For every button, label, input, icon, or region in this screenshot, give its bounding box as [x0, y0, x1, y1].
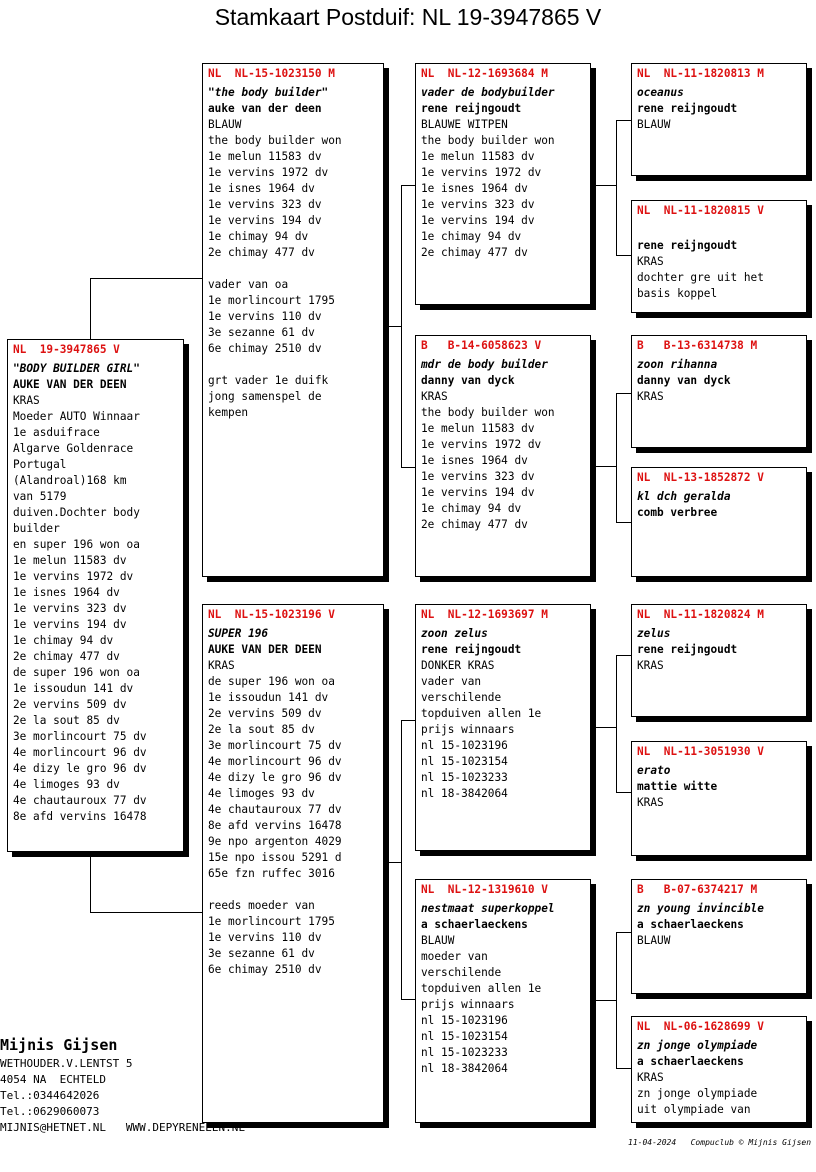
pigeon-name: vader de bodybuilder — [421, 86, 555, 99]
info-line: zn jonge olympiade — [637, 1087, 758, 1100]
info-line: 1e chimay 94 dv — [13, 634, 114, 647]
info-line: moeder van — [421, 950, 488, 963]
pigeon-name: zoon zelus — [421, 627, 488, 640]
info-line: the body builder won — [421, 134, 555, 147]
info-line: 1e vervins 194 dv — [421, 486, 535, 499]
pigeon-name: kl dch geralda — [637, 490, 731, 503]
info-line: en super 196 won oa — [13, 538, 140, 551]
pigeon-name: zn jonge olympiade — [637, 1039, 758, 1052]
info-line: BLAUW — [637, 934, 671, 947]
pigeon-name: zn young invincible — [637, 902, 764, 915]
pedigree-card-ggp-5 — [631, 604, 807, 717]
ring-number: B B-14-6058623 V — [421, 339, 542, 352]
info-line: 1e melun 11583 dv — [421, 150, 535, 163]
info-line: 65e fzn ruffec 3016 — [208, 867, 335, 880]
breeder-name: a schaerlaeckens — [637, 1055, 744, 1068]
info-line: verschilende — [421, 966, 502, 979]
ring-number: NL NL-11-1820815 V — [637, 204, 764, 217]
connector — [596, 727, 616, 728]
info-line: basis koppel — [637, 287, 718, 300]
info-line: 1e issoudun 141 dv — [13, 682, 134, 695]
info-line: 2e la sout 85 dv — [13, 714, 120, 727]
pedigree-card-ggp-2 — [631, 200, 807, 313]
ring-number: NL NL-15-1023150 M — [208, 67, 335, 80]
info-line: prijs winnaars — [421, 998, 515, 1011]
ring-number: NL NL-15-1023196 V — [208, 608, 335, 621]
info-line: BLAUWE WITPEN — [421, 118, 508, 131]
info-line: grt vader 1e duifk — [208, 374, 329, 387]
connector — [596, 185, 616, 186]
info-line: 4e limoges 93 dv — [13, 778, 120, 791]
ring-number: NL NL-06-1628699 V — [637, 1020, 764, 1033]
owner-mobile: Tel.:0629060073 — [0, 1105, 100, 1118]
info-line: nl 15-1023196 — [421, 1014, 508, 1027]
info-line: KRAS — [421, 390, 448, 403]
breeder-name: rene reijngoudt — [637, 102, 738, 115]
info-line: KRAS — [637, 255, 664, 268]
connector — [616, 120, 617, 256]
pedigree-card-grandfather-paternal — [415, 63, 591, 305]
info-line: 2e chimay 477 dv — [421, 246, 528, 259]
info-line: 2e vervins 509 dv — [13, 698, 127, 711]
pedigree-card-father — [202, 63, 384, 577]
info-line: 2e vervins 509 dv — [208, 707, 322, 720]
info-line: nl 15-1023154 — [421, 755, 508, 768]
info-line — [208, 882, 378, 898]
ring-number: NL NL-11-3051930 V — [637, 745, 764, 758]
info-line: 1e vervins 323 dv — [208, 198, 322, 211]
info-line: 1e morlincourt 1795 — [208, 294, 335, 307]
pedigree-card-subject — [7, 339, 184, 852]
breeder-name: rene reijngoudt — [637, 643, 738, 656]
info-line: 1e melun 11583 dv — [208, 150, 322, 163]
info-line: Algarve Goldenrace — [13, 442, 134, 455]
connector — [616, 522, 631, 523]
breeder-name: auke van der deen — [208, 102, 322, 115]
info-line: reeds moeder van — [208, 899, 315, 912]
connector — [90, 852, 91, 913]
info-line: 1e chimay 94 dv — [208, 230, 309, 243]
info-line: duiven.Dochter body — [13, 506, 140, 519]
info-line: 1e chimay 94 dv — [421, 502, 522, 515]
info-line: 1e issoudun 141 dv — [208, 691, 329, 704]
info-line — [208, 357, 378, 373]
owner-city: 4054 NA ECHTELD — [0, 1073, 106, 1086]
info-line: builder — [13, 522, 60, 535]
info-line: KRAS — [637, 390, 664, 403]
info-line: uit olympiade van — [637, 1103, 751, 1116]
info-line: 1e melun 11583 dv — [13, 554, 127, 567]
info-line: 1e vervins 1972 dv — [421, 166, 542, 179]
owner-email-web: MIJNIS@HETNET.NL WWW.DEPYRENEEEN.NL — [0, 1121, 246, 1134]
pigeon-name: "BODY BUILDER GIRL" — [13, 362, 140, 375]
info-line: 4e morlincourt 96 dv — [208, 755, 342, 768]
pigeon-name — [637, 222, 801, 238]
info-line: topduiven allen 1e — [421, 707, 542, 720]
connector — [401, 720, 402, 1000]
pedigree-card-ggp-7 — [631, 879, 807, 994]
pedigree-card-grandmother-paternal — [415, 335, 591, 577]
breeder-name: comb verbree — [637, 506, 718, 519]
connector — [616, 655, 617, 793]
info-line: 2e la sout 85 dv — [208, 723, 315, 736]
info-line: 1e vervins 1972 dv — [208, 166, 329, 179]
connector — [616, 792, 631, 793]
connector — [616, 1068, 631, 1069]
info-line: 1e vervins 1972 dv — [421, 438, 542, 451]
info-line: 4e chautauroux 77 dv — [13, 794, 147, 807]
pigeon-name: nestmaat superkoppel — [421, 902, 555, 915]
info-line: BLAUW — [637, 118, 671, 131]
pedigree-card-ggp-6 — [631, 741, 807, 856]
info-line: 9e npo argenton 4029 — [208, 835, 342, 848]
info-line: BLAUW — [208, 118, 242, 131]
info-line: nl 18-3842064 — [421, 787, 508, 800]
info-line: 1e vervins 323 dv — [13, 602, 127, 615]
connector — [90, 912, 203, 913]
pigeon-name: zoon rihanna — [637, 358, 718, 371]
info-line: 1e vervins 110 dv — [208, 310, 322, 323]
ring-number: NL NL-11-1820813 M — [637, 67, 764, 80]
breeder-name: rene reijngoudt — [421, 643, 522, 656]
pedigree-card-grandfather-maternal — [415, 604, 591, 851]
breeder-name: a schaerlaeckens — [637, 918, 744, 931]
ring-number: NL NL-12-1693697 M — [421, 608, 548, 621]
pigeon-name: mdr de body builder — [421, 358, 548, 371]
breeder-name: rene reijngoudt — [421, 102, 522, 115]
info-line: 1e vervins 194 dv — [421, 214, 535, 227]
ring-number: B B-07-6374217 M — [637, 883, 758, 896]
connector — [384, 862, 401, 863]
info-line: nl 15-1023154 — [421, 1030, 508, 1043]
info-line: 1e chimay 94 dv — [421, 230, 522, 243]
info-line: 6e chimay 2510 dv — [208, 963, 322, 976]
info-line: 4e dizy le gro 96 dv — [208, 771, 342, 784]
connector — [596, 466, 616, 467]
pedigree-card-ggp-1 — [631, 63, 807, 176]
info-line: 1e vervins 194 dv — [13, 618, 127, 631]
info-line: nl 18-3842064 — [421, 1062, 508, 1075]
ring-number: B B-13-6314738 M — [637, 339, 758, 352]
info-line: dochter gre uit het — [637, 271, 764, 284]
info-line: 3e sezanne 61 dv — [208, 947, 315, 960]
info-line: 1e vervins 323 dv — [421, 198, 535, 211]
info-line: 1e vervins 1972 dv — [13, 570, 134, 583]
breeder-name: AUKE VAN DER DEEN — [13, 378, 127, 391]
info-line: de super 196 won oa — [208, 675, 335, 688]
info-line: van 5179 — [13, 490, 67, 503]
connector — [90, 278, 91, 340]
owner-address: WETHOUDER.V.LENTST 5 — [0, 1057, 133, 1070]
info-line: 8e afd vervins 16478 — [208, 819, 342, 832]
info-line: KRAS — [637, 1071, 664, 1084]
pedigree-card-ggp-3 — [631, 335, 807, 448]
info-line: vader van — [421, 675, 482, 688]
info-line: 4e limoges 93 dv — [208, 787, 315, 800]
owner-info — [0, 1034, 245, 1136]
info-line: 2e chimay 477 dv — [13, 650, 120, 663]
info-line: nl 15-1023233 — [421, 771, 508, 784]
info-line: Portugal — [13, 458, 67, 471]
info-line: (Alandroal)168 km — [13, 474, 127, 487]
connector — [90, 278, 203, 279]
info-line: 2e chimay 477 dv — [208, 246, 315, 259]
ring-number: NL NL-12-1319610 V — [421, 883, 548, 896]
connector — [616, 393, 631, 394]
breeder-name: rene reijngoudt — [637, 239, 738, 252]
pigeon-name: erato — [637, 764, 671, 777]
breeder-name: a schaerlaeckens — [421, 918, 528, 931]
connector — [384, 326, 401, 327]
info-line: the body builder won — [208, 134, 342, 147]
connector — [616, 655, 631, 656]
pigeon-name: "the body builder" — [208, 86, 329, 99]
info-line: 1e vervins 323 dv — [421, 470, 535, 483]
info-line: KRAS — [637, 659, 664, 672]
info-line: vader van oa — [208, 278, 289, 291]
info-line: 3e morlincourt 75 dv — [208, 739, 342, 752]
info-line: 1e melun 11583 dv — [421, 422, 535, 435]
info-line: kempen — [208, 406, 249, 419]
info-line: topduiven allen 1e — [421, 982, 542, 995]
info-line: 2e chimay 477 dv — [421, 518, 528, 531]
pedigree-card-grandmother-maternal — [415, 879, 591, 1123]
info-line: Moeder AUTO Winnaar — [13, 410, 140, 423]
info-line: BLAUW — [421, 934, 455, 947]
pigeon-name: oceanus — [637, 86, 684, 99]
info-line: 4e chautauroux 77 dv — [208, 803, 342, 816]
info-line: 1e isnes 1964 dv — [13, 586, 120, 599]
connector — [616, 932, 631, 933]
footer-credit: 11-04-2024 Compuclub © Mijnis Gijsen — [628, 1138, 812, 1147]
info-line: 1e isnes 1964 dv — [421, 454, 528, 467]
connector — [616, 120, 631, 121]
info-line: DONKER KRAS — [421, 659, 495, 672]
info-line: KRAS — [637, 796, 664, 809]
breeder-name: mattie witte — [637, 780, 718, 793]
connector — [401, 185, 402, 468]
breeder-name: AUKE VAN DER DEEN — [208, 643, 322, 656]
pigeon-name: SUPER 196 — [208, 627, 269, 640]
connector — [401, 720, 416, 721]
info-line: nl 15-1023196 — [421, 739, 508, 752]
pedigree-card-ggp-8 — [631, 1016, 807, 1123]
connector — [596, 1000, 616, 1001]
info-line: 1e asduifrace — [13, 426, 100, 439]
ring-number: NL 19-3947865 V — [13, 343, 120, 356]
info-line: KRAS — [208, 659, 235, 672]
connector — [616, 932, 617, 1069]
info-line: 15e npo issou 5291 d — [208, 851, 342, 864]
connector — [616, 255, 631, 256]
info-line: KRAS — [13, 394, 40, 407]
pedigree-card-ggp-4 — [631, 467, 807, 577]
info-line: 3e morlincourt 75 dv — [13, 730, 147, 743]
connector — [401, 999, 416, 1000]
info-line: 1e isnes 1964 dv — [421, 182, 528, 195]
info-line: 4e dizy le gro 96 dv — [13, 762, 147, 775]
owner-phone: Tel.:0344642026 — [0, 1089, 100, 1102]
info-line: 6e chimay 2510 dv — [208, 342, 322, 355]
info-line: 1e vervins 194 dv — [208, 214, 322, 227]
connector — [401, 467, 416, 468]
info-line: 1e vervins 110 dv — [208, 931, 322, 944]
breeder-name: danny van dyck — [421, 374, 515, 387]
ring-number: NL NL-11-1820824 M — [637, 608, 764, 621]
info-line: verschilende — [421, 691, 502, 704]
info-line: 8e afd vervins 16478 — [13, 810, 147, 823]
pigeon-name: zelus — [637, 627, 671, 640]
info-line — [208, 261, 378, 277]
info-line: 4e morlincourt 96 dv — [13, 746, 147, 759]
owner-name: Mijnis Gijsen — [0, 1036, 118, 1054]
info-line: de super 196 won oa — [13, 666, 140, 679]
info-line: jong samenspel de — [208, 390, 322, 403]
info-line: 3e sezanne 61 dv — [208, 326, 315, 339]
ring-number: NL NL-12-1693684 M — [421, 67, 548, 80]
connector — [616, 393, 617, 523]
breeder-name: danny van dyck — [637, 374, 731, 387]
info-line: 1e morlincourt 1795 — [208, 915, 335, 928]
connector — [401, 185, 416, 186]
ring-number: NL NL-13-1852872 V — [637, 471, 764, 484]
info-line: prijs winnaars — [421, 723, 515, 736]
page-title: Stamkaart Postduif: NL 19-3947865 V — [214, 4, 602, 30]
info-line: 1e isnes 1964 dv — [208, 182, 315, 195]
info-line: the body builder won — [421, 406, 555, 419]
info-line: nl 15-1023233 — [421, 1046, 508, 1059]
